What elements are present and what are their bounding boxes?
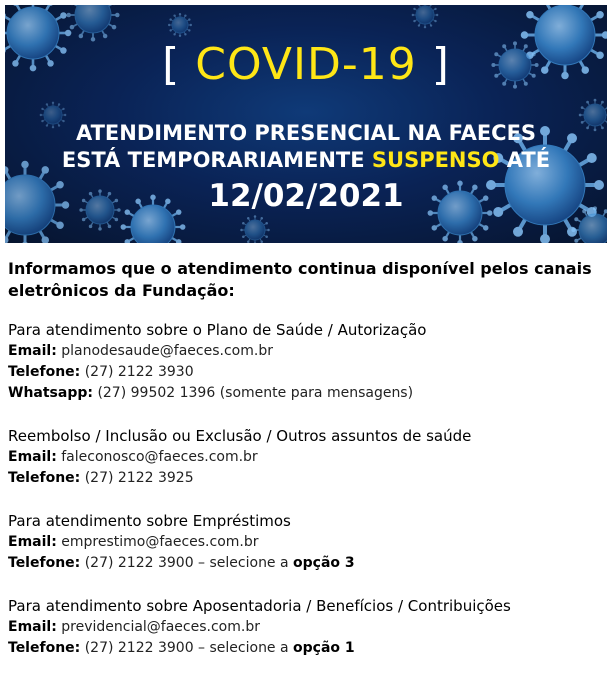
- virus-particle: [168, 13, 192, 37]
- section-title: Para atendimento sobre Aposentadoria / Benefícios / Contribuições: [8, 595, 608, 617]
- whatsapp-number: (27) 99502 1396 (somente para mensagens): [97, 385, 413, 401]
- email-line: [8, 617, 608, 638]
- section-reembolso: [8, 425, 608, 489]
- section-title: Para atendimento sobre Empréstimos: [8, 510, 608, 532]
- banner-headline: [5, 120, 607, 174]
- email-line: [8, 341, 608, 362]
- notice-content: [8, 258, 608, 680]
- phone-option: opção 1: [293, 640, 355, 656]
- email-label: Email:: [8, 449, 57, 465]
- section-title: Para atendimento sobre o Plano de Saúde / Autorização: [8, 319, 608, 341]
- email-address[interactable]: faleconosco@faeces.com.br: [61, 449, 257, 465]
- phone-label: Telefone:: [8, 470, 80, 486]
- phone-line: [8, 638, 608, 659]
- headline-line-2: [5, 147, 607, 174]
- bracket-close: ]: [432, 39, 450, 90]
- phone-number: (27) 2122 3930: [85, 364, 194, 380]
- phone-label: Telefone:: [8, 555, 80, 571]
- section-title: Reembolso / Inclusão ou Exclusão / Outros assuntos de saúde: [8, 425, 608, 447]
- phone-option: opção 3: [293, 555, 355, 571]
- headline-line-2-post: ATÉ: [499, 148, 550, 172]
- bracket-open: [: [162, 39, 180, 90]
- phone-line: [8, 468, 608, 489]
- intro-text: Informamos que o atendimento continua disponível pelos canais eletrônicos da Fundação:: [8, 258, 608, 302]
- email-address[interactable]: previdencial@faeces.com.br: [61, 619, 260, 635]
- email-address[interactable]: planodesaude@faeces.com.br: [61, 343, 273, 359]
- phone-label: Telefone:: [8, 364, 80, 380]
- headline-suspended: SUSPENSO: [372, 148, 500, 172]
- email-line: [8, 447, 608, 468]
- phone-number: (27) 2122 3900 – selecione a: [85, 640, 293, 656]
- email-address[interactable]: emprestimo@faeces.com.br: [61, 534, 258, 550]
- whatsapp-label: Whatsapp:: [8, 385, 93, 401]
- section-aposentadoria: [8, 595, 608, 659]
- whatsapp-line: [8, 383, 608, 404]
- phone-line: [8, 553, 608, 574]
- banner-date: 12/02/2021: [5, 176, 607, 216]
- headline-line-2-pre: ESTÁ TEMPORARIAMENTE: [62, 148, 372, 172]
- email-label: Email:: [8, 619, 57, 635]
- headline-line-1: ATENDIMENTO PRESENCIAL NA FAECES: [5, 120, 607, 147]
- covid-banner: [5, 5, 607, 243]
- covid-title: [5, 37, 607, 93]
- section-emprestimos: [8, 510, 608, 574]
- email-label: Email:: [8, 343, 57, 359]
- phone-line: [8, 362, 608, 383]
- virus-particle: [240, 215, 270, 243]
- virus-particle: [412, 5, 439, 28]
- email-line: [8, 532, 608, 553]
- covid-word: COVID-19: [195, 39, 416, 90]
- phone-number: (27) 2122 3900 – selecione a: [85, 555, 293, 571]
- phone-label: Telefone:: [8, 640, 80, 656]
- section-plano-saude: [8, 319, 608, 404]
- email-label: Email:: [8, 534, 57, 550]
- phone-number: (27) 2122 3925: [85, 470, 194, 486]
